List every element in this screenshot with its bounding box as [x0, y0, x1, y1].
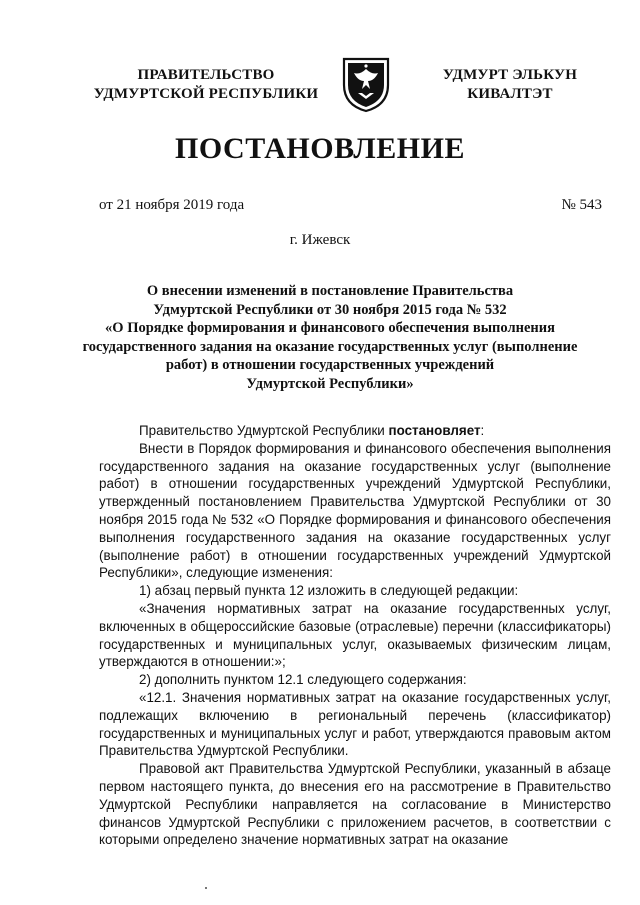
- body-intro: [99, 422, 611, 440]
- subject-line: «О Порядке формирования и финансового обеспечения выполнения: [105, 320, 555, 336]
- document-subject: [70, 282, 590, 393]
- header-left-line2: УДМУРТСКОЙ РЕСПУБЛИКИ: [93, 86, 319, 102]
- subject-line: Удмуртской Республики от 30 ноября 2015 года № 532: [153, 301, 507, 318]
- header-government-udm: [420, 66, 600, 104]
- document-number: № 543: [561, 197, 602, 213]
- body-paragraph: «12.1. Значения нормативных затрат на оказание государственных услуг, подлежащих включению в региональный перечень (классификатор) государственных и муниципальных услуг и работ, утверждаются правовым актом Правительства Удмуртской Республики.: [99, 689, 611, 759]
- subject-line: О внесении изменений в постановление Правительства: [146, 283, 514, 299]
- header-left-line1: ПРАВИТЕЛЬСТВО: [137, 67, 275, 83]
- subject-line: государственного задания на оказание государственных услуг (выполнение: [82, 338, 578, 355]
- subject-line: Удмуртской Республики»: [246, 375, 414, 392]
- intro-tail: :: [480, 423, 485, 438]
- udmurt-coat-of-arms-icon: [340, 55, 392, 113]
- document-body: [99, 422, 611, 849]
- body-paragraph: 1) абзац первый пункта 12 изложить в следующей редакции:: [139, 583, 519, 599]
- body-paragraph: 2) дополнить пунктом 12.1 следующего содержания:: [139, 672, 467, 688]
- document-title: ПОСТАНОВЛЕНИЕ: [175, 132, 465, 165]
- subject-line: работ) в отношении государственных учреждений: [165, 357, 495, 373]
- document-date: от 21 ноября 2019 года: [99, 197, 245, 213]
- intro-text: Правительство Удмуртской Республики: [139, 423, 389, 438]
- body-paragraph: «Значения нормативных затрат на оказание государственных услуг, включенных в общероссийские базовые (отраслевые) перечни (классификаторы) государственных и муниципальных услуг, оказываемых физическим лицам, утверждаются в отношении:»;: [99, 600, 611, 670]
- header-right-line1: УДМУРТ ЭЛЬКУН: [442, 67, 578, 83]
- intro-bold: постановляет: [388, 423, 481, 438]
- scan-speck: [205, 887, 207, 889]
- body-paragraph: Правовой акт Правительства Удмуртской Республики, указанный в абзаце первом настоящего пункта, до внесения его на рассмотрение в Правительство Удмуртской Республики направляется на согласование в Министерство финансов Удмуртской Республики с приложением расчетов, в соответствии с которыми определено значение нормативных затрат на оказание: [99, 761, 611, 848]
- header-right-line2: КИВАЛТЭТ: [467, 86, 553, 102]
- header-government-ru: [86, 66, 326, 104]
- document-city: г. Ижевск: [289, 232, 351, 248]
- body-paragraph: Внести в Порядок формирования и финансового обеспечения выполнения государственного задания на оказание государственных услуг (выполнение работ) в отношении государственных учреждений Удмуртской Республики, утвержденный постановлением Правительства Удмуртской Республики от 30 ноября 2015 года № 532 «О Порядке формирования и финансового обеспечения выполнения государственного задания на оказание государственных услуг (выполнение работ) в отношении государственных учреждений Удмуртской Республики», следующие изменения:: [99, 440, 611, 581]
